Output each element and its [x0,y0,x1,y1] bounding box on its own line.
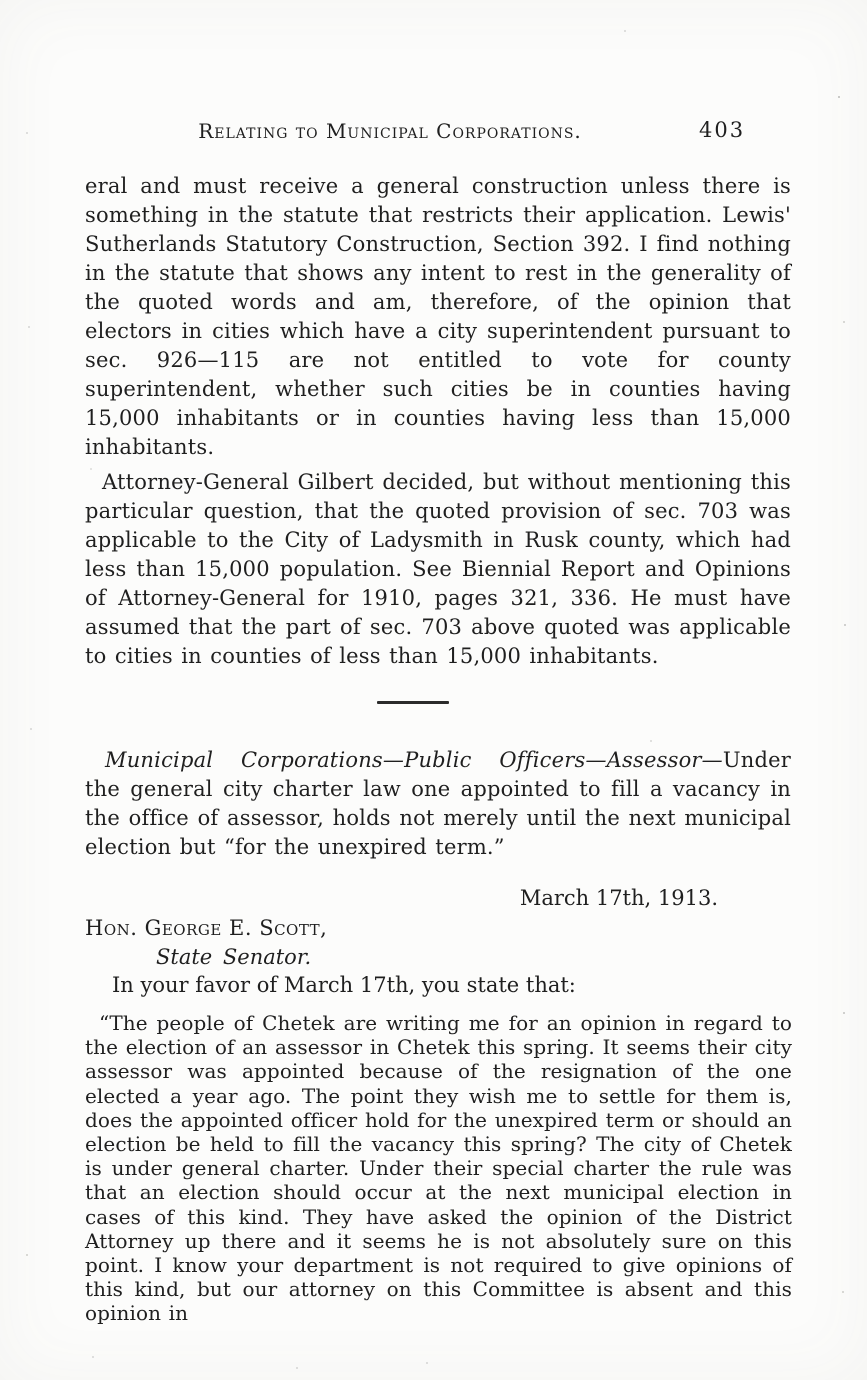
headnote [85,746,791,862]
opinion-paragraph-continuation: eral and must receive a general construction unless there is something in the statute that restricts their application. Lewis' Sutherlands Statutory Construction, Section 392. I find nothing in the statute that shows any intent to rest in the generality of the quoted words and am, therefore, of the opinion that electors in cities which have a city superintendent pursuant to sec. 926—115 are not entitled to vote for county superintendent, whether such cities be in counties having 15,000 inhabitants or in counties having less than 15,000 inhabitants. [85,174,791,459]
addressee-name: Hon. George E. Scott, [85,916,328,940]
date-line: March 17th, 1913. [519,886,718,910]
scan-speckles [0,0,2,2]
quoted-letter-block: “The people of Chetek are writing me for an opinion in regard to the election of an assessor in Chetek this spring. It seems their city assessor was appointed because of the resignation of the one elected a year ago. The point they wish me to settle for them is, does the appointed officer hold for the unexpired term or should an election be held to fill the vacancy this spring? The city of Chetek is under general charter. Under their special charter the rule was that an election should occur at the next municipal election in cases of this kind. They have asked the opinion of the District Attorney up there and it seems he is not absolutely sure on this point. I know your department is not required to give opinions of this kind, but our attorney on this Committee is absent and this opinion in [85,1011,792,1326]
headnote-text: Under the general city charter law one appointed to fill a vacancy in the office of assessor, holds not merely until the next municipal election but “for the unexpired term.” [85,748,791,859]
headnote-subjects: Municipal Corporations—Public Officers—Assessor— [105,748,723,772]
salutation-line: In your favor of March 17th, you state that: [112,973,576,997]
addressee-title: State Senator. [156,945,312,969]
opinion-paragraph: Attorney-General Gilbert decided, but without mentioning this particular question, that the quoted provision of sec. 703 was applicable to the City of Ladysmith in Rusk county, which had less than 15,000 population. See Biennial Report and Opinions of Attorney-General for 1910, pages 321, 336. He must have assumed that the part of sec. 703 above quoted was applicable to cities in counties of less than 15,000 inhabitants. [85,470,791,668]
page-number: 403 [699,118,746,142]
section-divider-rule [377,701,449,704]
running-head-title: Relating to Municipal Corporations. [198,119,582,143]
